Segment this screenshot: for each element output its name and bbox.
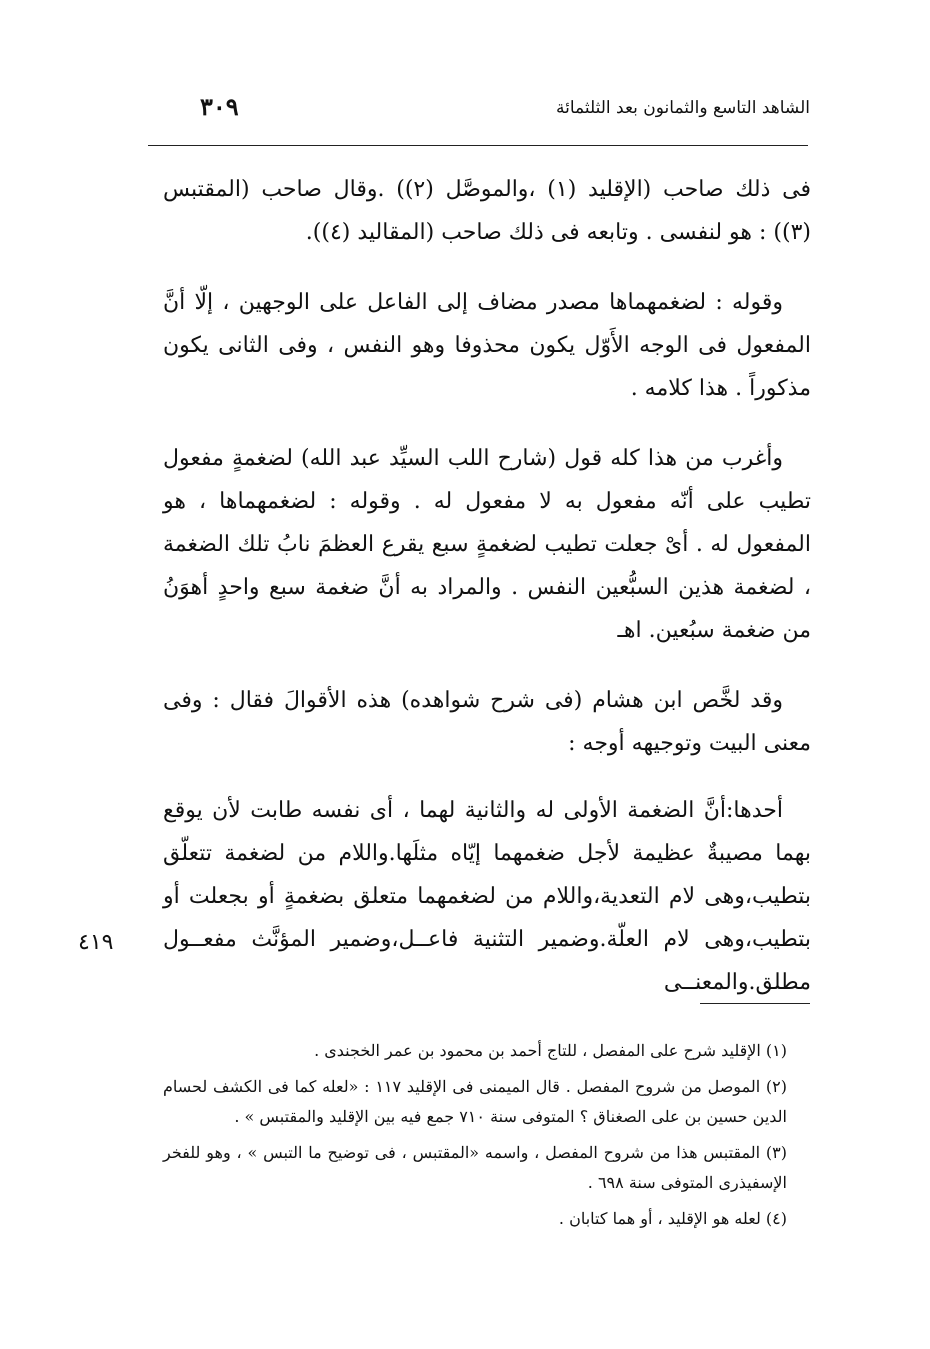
paragraph: فى ذلك صاحب (الإقليد (١) ،والموصَّل (٢)) .وقال صاحب (المقتبس (٣)) : هو لنفسى . وتابعه فى ذلك صاحب (المقاليد (٤)). <box>163 177 812 245</box>
footnote-rule <box>700 1003 810 1004</box>
footnotes <box>163 1036 811 1240</box>
footnote: (٣) المقتبس هذا من شروح المفصل ، واسمه «المقتبس ، فى توضيح ما التبس » ، وهو للفخر الإسفيذرى المتوفى سنة ٦٩٨ . <box>163 1143 787 1192</box>
paragraph: وأغرب من هذا كله قول (شارح اللب السيِّد عبد الله) لضغمةٍ مفعول تطيب على أنّه مفعول به لا مفعول له . وقوله : لضغمهماها ، هو المفعول له . أىْ جعلت تطيب لضغمةٍ سبع يقرع العظمَ نابُ تلك الضغمة ، لضغمة هذين السبُّعين النفس . والمراد به أنَّ ضغمة سبع واحدٍ أهوَنُ من ضغمة سبُعين. اهـ <box>163 446 811 643</box>
footnote: (٢) الموصل من شروح المفصل . قال الميمنى فى الإقليد ١١٧ : «لعله كما فى الكشف لحسام الدين حسين بن على الصغناق ؟ المتوفى سنة ٧١٠ جمع فيه بين الإقليد والمقتبس » . <box>163 1077 787 1126</box>
footnote: (٤) لعله هو الإقليد ، أو هما كتابان . <box>558 1209 787 1228</box>
paragraph: وقوله : لضغمهماها مصدر مضاف إلى الفاعل على الوجهين ، إلّا أنَّ المفعول فى الوجه الأَوّل يكون محذوفا وهو النفس ، وفى الثانى يكون مذكوراً . هذا كلامه . <box>163 290 811 401</box>
running-head-title: الشاهد التاسع والثمانون بعد الثلثمائة <box>555 98 810 118</box>
main-text <box>163 168 811 1031</box>
page-number: ٣٠٩ <box>200 92 239 121</box>
header-rule <box>148 145 808 146</box>
running-head <box>160 92 810 132</box>
paragraph: وقد لخَّص ابن هشام (فى شرح شواهده) هذه الأقوالَ فقال : وفى معنى البيت وتوجيهه أوجه : <box>163 688 811 756</box>
paragraph: أحدها:أنَّ الضغمة الأولى له والثانية لهما ، أى نفسه طابت لأن يوقع بهما مصيبةٌ عظيمة لأجل ضغمهما إيّاه مثلَها.واللام من لضغمة تتعلّق بتطيب،وهى لام التعدية،واللام من لضغمهما متعلق بضغمةٍ أو بجعلت أو بتطيب،وهى لام العلّة.وضمير التثنية فاعــل،وضمير المؤنَّث مفعــول مطلق.والمعنــى <box>163 798 811 995</box>
footnote: (١) الإقليد شرح على المفصل ، للتاج أحمد بن محمود بن عمر الخجندى . <box>314 1041 787 1060</box>
margin-page-number: ٤١٩ <box>78 930 114 955</box>
